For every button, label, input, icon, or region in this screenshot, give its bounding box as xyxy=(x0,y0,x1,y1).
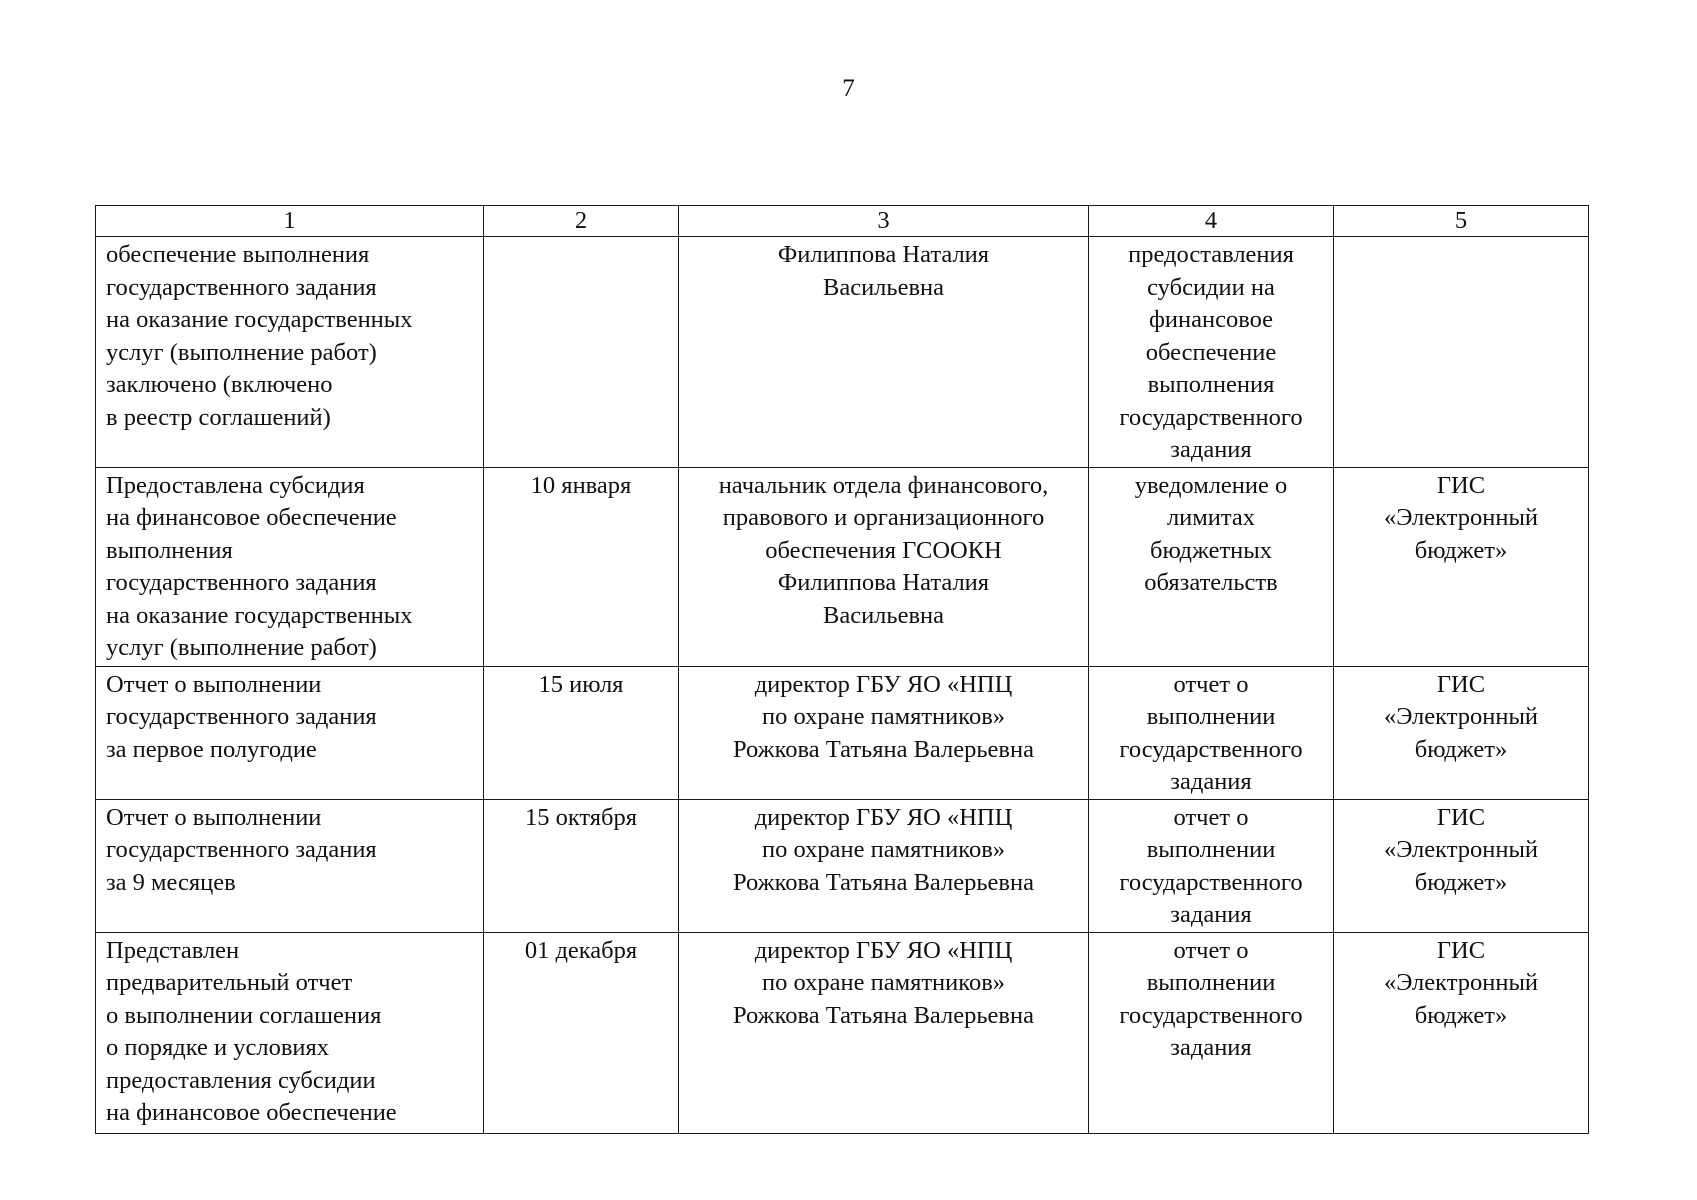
table-row xyxy=(96,467,1589,666)
system-cell: ГИС «Электронный бюджет» xyxy=(1334,932,1589,1133)
responsible-cell: начальник отдела финансового, правового и организационного обеспечения ГСООКН Филиппова Наталия Васильевна xyxy=(679,467,1089,666)
deadline-cell: 15 июля xyxy=(484,666,679,799)
document-cell: отчет о выполнении государственного задания xyxy=(1089,932,1334,1133)
table-row xyxy=(96,237,1589,468)
event-cell: Отчет о выполнении государственного задания за 9 месяцев xyxy=(96,799,484,932)
document-cell: отчет о выполнении государственного задания xyxy=(1089,666,1334,799)
table-row xyxy=(96,799,1589,932)
table-header-row xyxy=(96,206,1589,237)
deadline-cell xyxy=(484,237,679,468)
responsible-cell: директор ГБУ ЯО «НПЦ по охране памятников» Рожкова Татьяна Валерьевна xyxy=(679,799,1089,932)
table-row xyxy=(96,932,1589,1133)
column-header-5: 5 xyxy=(1334,206,1589,237)
deadline-cell: 15 октября xyxy=(484,799,679,932)
responsible-cell: директор ГБУ ЯО «НПЦ по охране памятников» Рожкова Татьяна Валерьевна xyxy=(679,666,1089,799)
column-header-1: 1 xyxy=(96,206,484,237)
column-header-4: 4 xyxy=(1089,206,1334,237)
system-cell: ГИС «Электронный бюджет» xyxy=(1334,666,1589,799)
document-cell: уведомление о лимитах бюджетных обязательств xyxy=(1089,467,1334,666)
deadline-cell: 10 января xyxy=(484,467,679,666)
event-cell: Предоставлена субсидия на финансовое обеспечение выполнения государственного задания на оказание государственных услуг (выполнение работ) xyxy=(96,467,484,666)
table-row xyxy=(96,666,1589,799)
event-cell: обеспечение выполнения государственного задания на оказание государственных услуг (выполнение работ) заключено (включено в реестр соглашений) xyxy=(96,237,484,468)
deadline-cell: 01 декабря xyxy=(484,932,679,1133)
system-cell: ГИС «Электронный бюджет» xyxy=(1334,467,1589,666)
document-cell: отчет о выполнении государственного задания xyxy=(1089,799,1334,932)
page-number: 7 xyxy=(842,75,855,102)
system-cell xyxy=(1334,237,1589,468)
responsible-cell: Филиппова Наталия Васильевна xyxy=(679,237,1089,468)
column-header-2: 2 xyxy=(484,206,679,237)
responsible-cell: директор ГБУ ЯО «НПЦ по охране памятников» Рожкова Татьяна Валерьевна xyxy=(679,932,1089,1133)
document-cell: предоставления субсидии на финансовое обеспечение выполнения государственного задания xyxy=(1089,237,1334,468)
column-header-3: 3 xyxy=(679,206,1089,237)
schedule-table xyxy=(95,205,1589,1134)
system-cell: ГИС «Электронный бюджет» xyxy=(1334,799,1589,932)
event-cell: Представлен предварительный отчет о выполнении соглашения о порядке и условиях предоставления субсидии на финансовое обеспечение xyxy=(96,932,484,1133)
event-cell: Отчет о выполнении государственного задания за первое полугодие xyxy=(96,666,484,799)
